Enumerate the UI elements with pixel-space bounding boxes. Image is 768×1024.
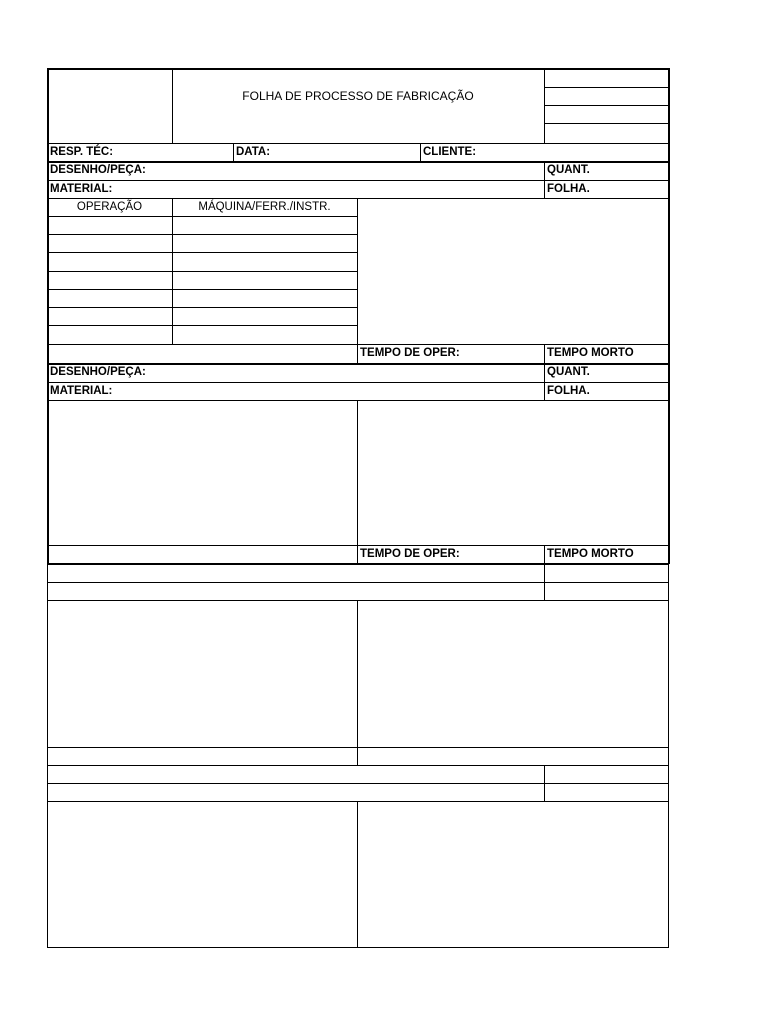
quant-label: QUANT.	[547, 164, 590, 176]
desenho-label: DESENHO/PEÇA:	[50, 164, 146, 176]
tempo-oper-label-2: TEMPO DE OPER:	[360, 548, 460, 560]
document-title: FOLHA DE PROCESSO DE FABRICAÇÃO	[242, 89, 474, 103]
quant-label-2: QUANT.	[547, 366, 590, 378]
resp-tec-label: RESP. TÉC:	[50, 146, 114, 158]
tempo-oper-label: TEMPO DE OPER:	[360, 347, 460, 359]
maquina-header: MÁQUINA/FERR./INSTR.	[198, 201, 331, 213]
operacao-header: OPERAÇÃO	[76, 201, 143, 213]
tempo-morto-label-2: TEMPO MORTO	[547, 548, 634, 560]
tempo-morto-label: TEMPO MORTO	[547, 347, 634, 359]
material-label: MATERIAL:	[50, 183, 113, 195]
data-label: DATA:	[236, 146, 271, 158]
folha-label: FOLHA.	[547, 183, 590, 195]
folha-label-2: FOLHA.	[547, 385, 590, 397]
material-label-2: MATERIAL:	[50, 385, 113, 397]
cliente-label: CLIENTE:	[423, 146, 477, 158]
desenho-label-2: DESENHO/PEÇA:	[50, 366, 146, 378]
